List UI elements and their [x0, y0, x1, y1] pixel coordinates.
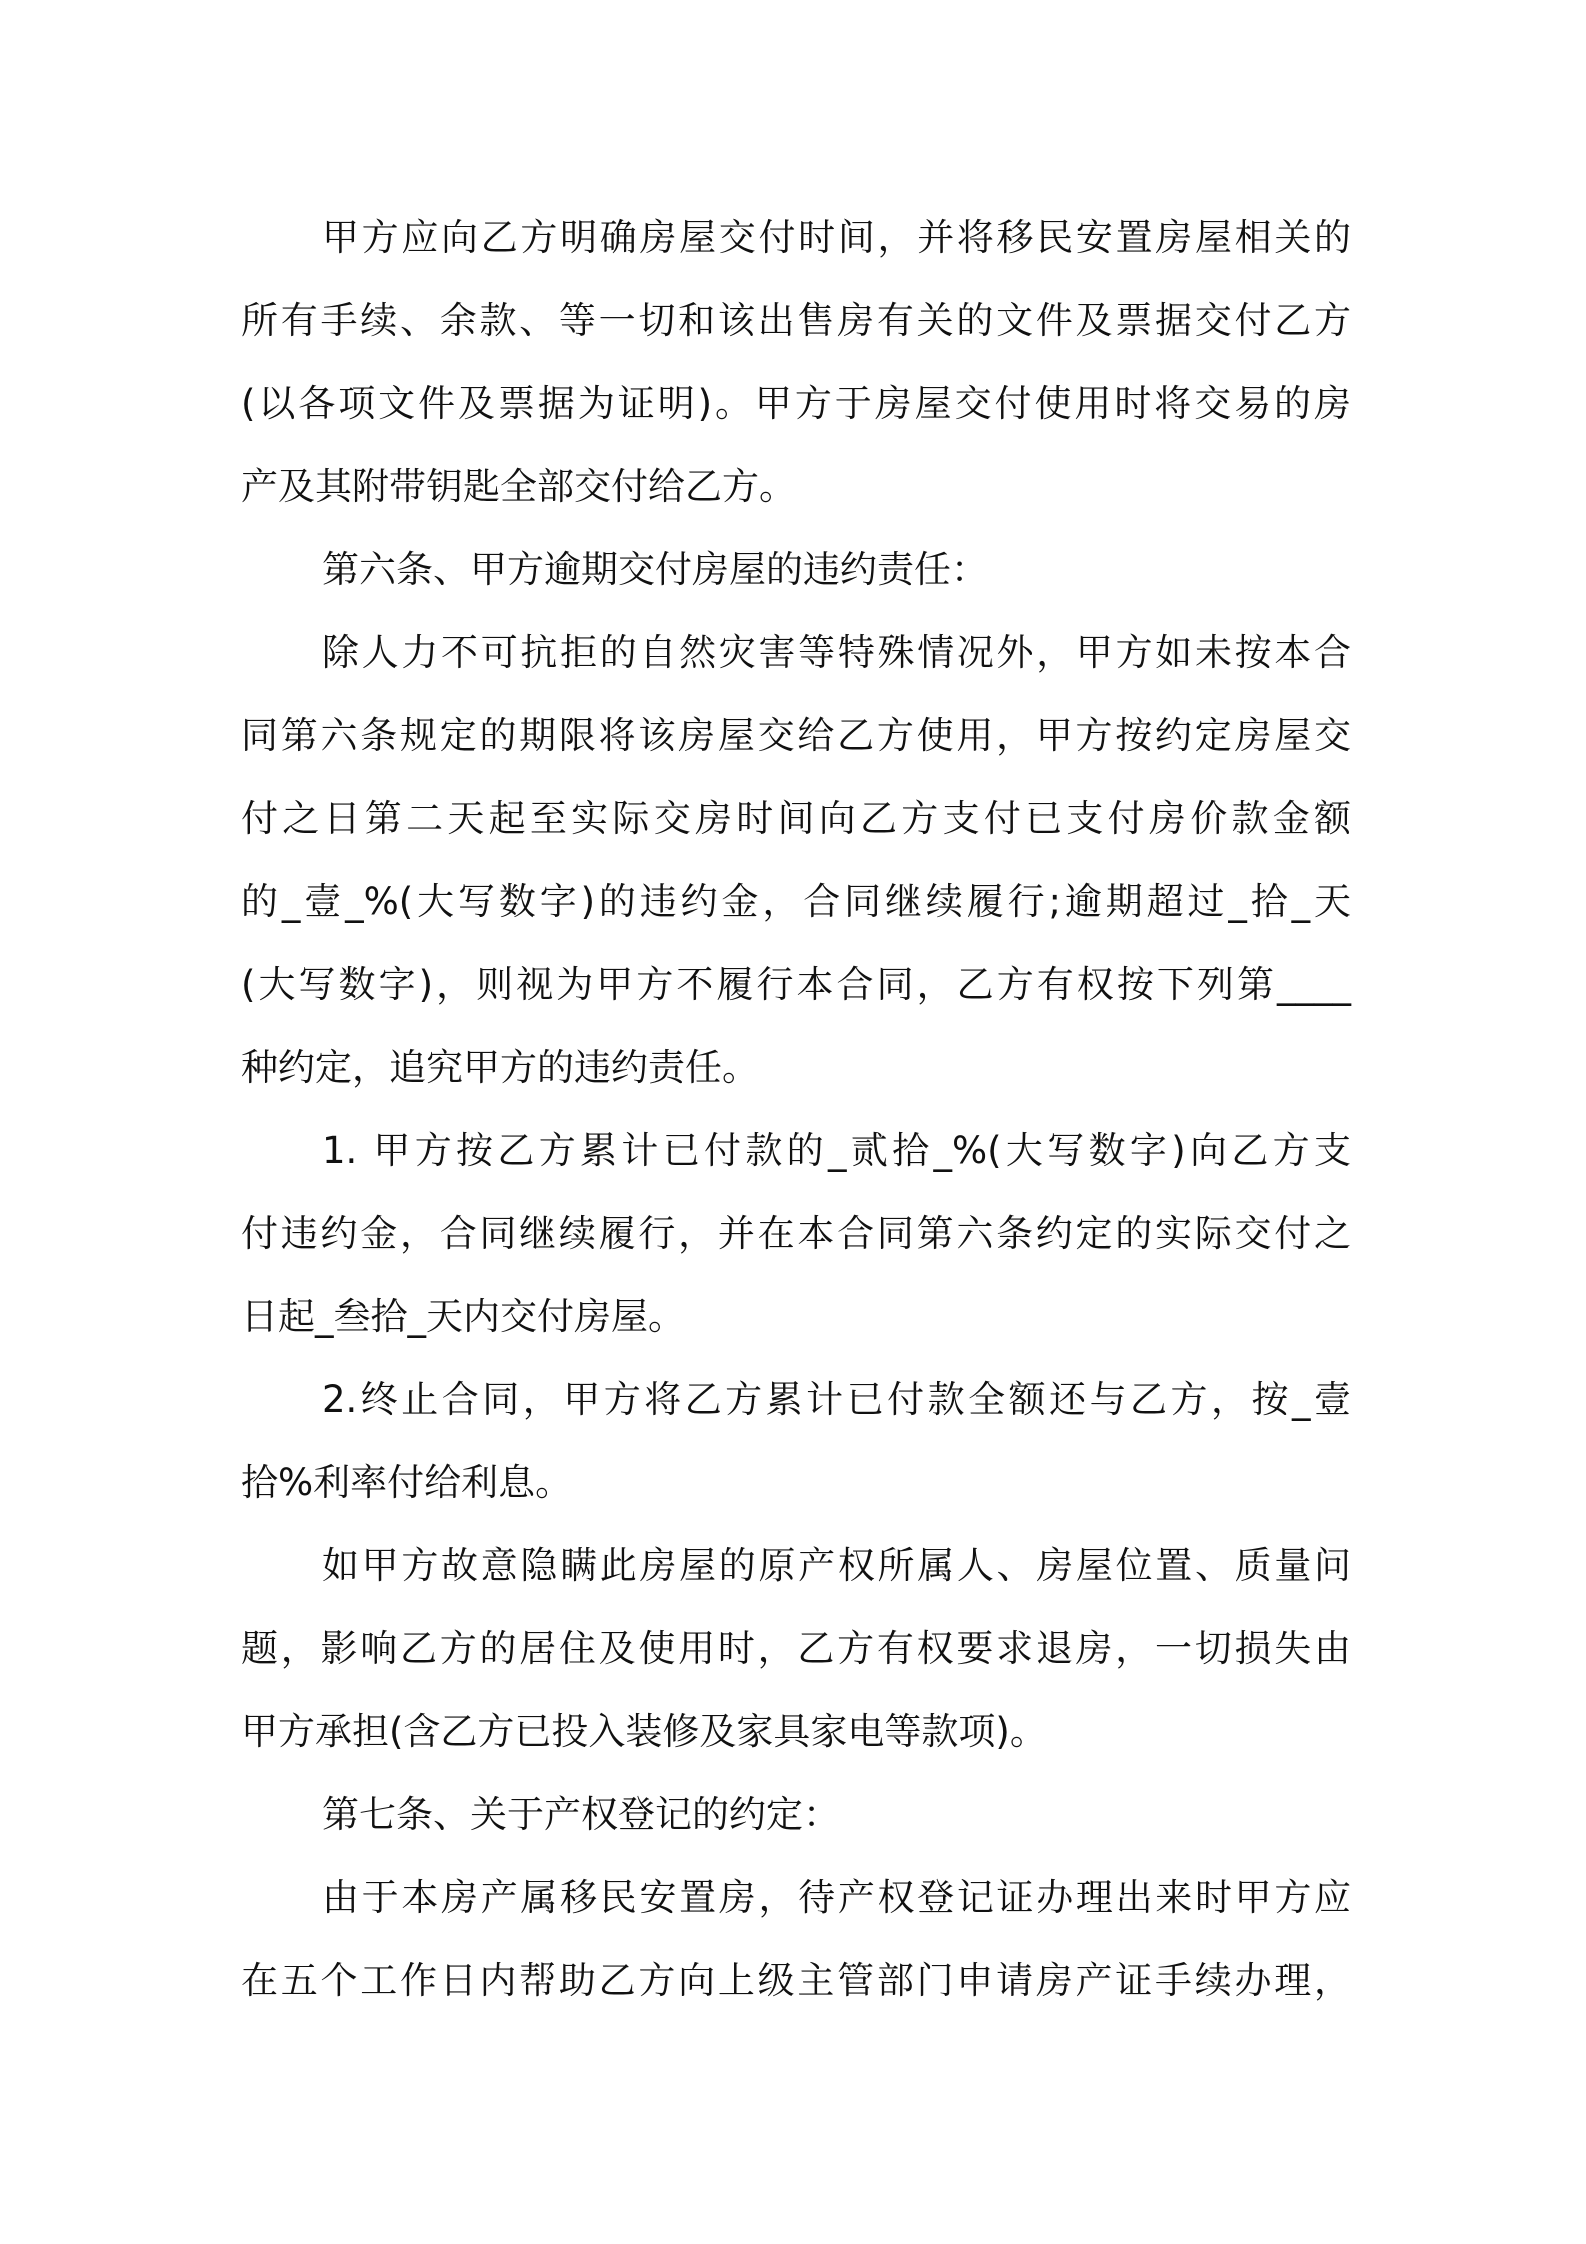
- document-body: [241, 196, 1351, 2022]
- text-line: 题，影响乙方的居住及使用时，乙方有权要求退房，一切损失由: [241, 1627, 1351, 1670]
- list-item-line: 拾%利率付给利息。: [241, 1461, 573, 1504]
- text-line: 同第六条规定的期限将该房屋交给乙方使用，甲方按约定房屋交: [241, 714, 1351, 757]
- text-line: 所有手续、余款、等一切和该出售房有关的文件及票据交付乙方: [241, 299, 1351, 342]
- text-line: 在五个工作日内帮助乙方向上级主管部门申请房产证手续办理，: [241, 1959, 1351, 2002]
- list-item-line: 1. 甲方按乙方累计已付款的_贰拾_%(大写数字)向乙方支: [322, 1129, 1351, 1172]
- list-item-line: 2.终止合同，甲方将乙方累计已付款全额还与乙方，按_壹: [322, 1378, 1351, 1421]
- text-line: 付之日第二天起至实际交房时间向乙方支付已支付房价款金额: [241, 797, 1351, 840]
- text-line: (大写数字)，则视为甲方不履行本合同，乙方有权按下列第____: [241, 963, 1351, 1006]
- list-item-line: 日起_叁拾_天内交付房屋。: [241, 1295, 685, 1338]
- text-line: 除人力不可抗拒的自然灾害等特殊情况外，甲方如未按本合: [322, 631, 1351, 674]
- text-line: 由于本房产属移民安置房，待产权登记证办理出来时甲方应: [322, 1876, 1351, 1919]
- section-heading: 第七条、关于产权登记的约定：: [322, 1793, 840, 1836]
- text-line: 的_壹_%(大写数字)的违约金，合同继续履行;逾期超过_拾_天: [241, 880, 1351, 923]
- text-line: 产及其附带钥匙全部交付给乙方。: [241, 465, 796, 508]
- text-line: 甲方应向乙方明确房屋交付时间，并将移民安置房屋相关的: [322, 216, 1351, 259]
- section-heading: 第六条、甲方逾期交付房屋的违约责任：: [322, 548, 988, 591]
- text-line: 如甲方故意隐瞒此房屋的原产权所属人、房屋位置、质量问: [322, 1544, 1351, 1587]
- list-item-line: 付违约金，合同继续履行，并在本合同第六条约定的实际交付之: [241, 1212, 1351, 1255]
- text-line: 种约定，追究甲方的违约责任。: [241, 1046, 759, 1089]
- text-line: (以各项文件及票据为证明)。甲方于房屋交付使用时将交易的房: [241, 382, 1351, 425]
- text-line: 甲方承担(含乙方已投入装修及家具家电等款项)。: [241, 1710, 1047, 1753]
